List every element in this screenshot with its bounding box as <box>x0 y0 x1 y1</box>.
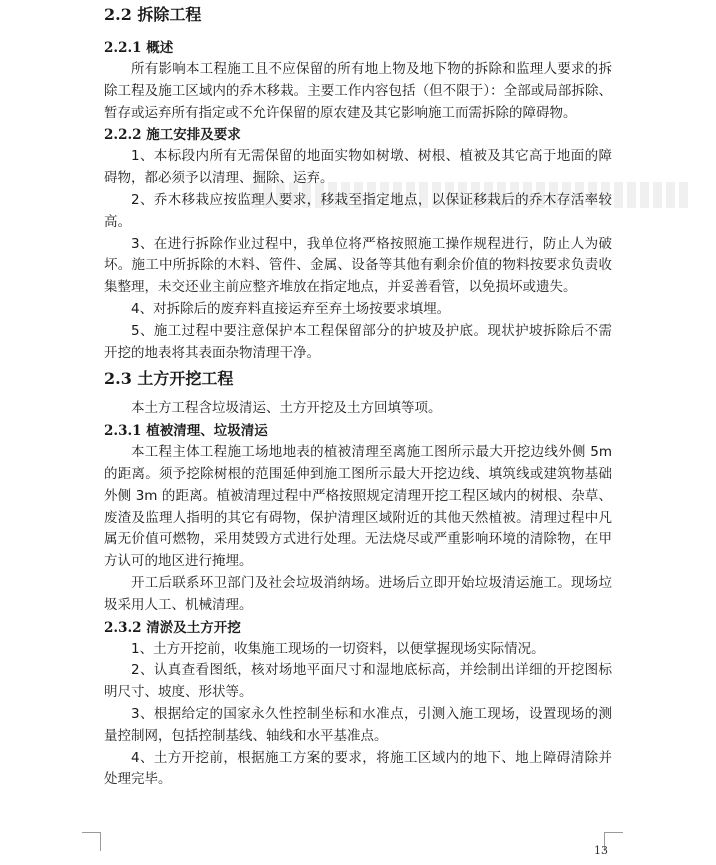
list-item: 2、认真查看图纸，核对场地平面尺寸和湿地底标高，并绘制出详细的开挖图标明尺寸、坡度、形状等。 <box>104 662 612 701</box>
subsection-heading-2-2-2: 2.2.2 施工安排及要求 <box>104 127 241 144</box>
page-content <box>104 2 612 791</box>
paragraph-garbage: 开工后联系环卫部门及社会垃圾消纳场。进场后立即开始垃圾清运施工。现场垃圾采用人工、机械清理。 <box>104 574 612 613</box>
list-item: 4、土方开挖前，根据施工方案的要求，将施工区域内的地下、地上障碍清除并处理完毕。 <box>104 749 612 788</box>
crop-mark-left <box>82 832 101 851</box>
paragraph-overview: 所有影响本工程施工且不应保留的所有地上物及地下物的拆除和监理人要求的拆除工程及施工区域内的乔木移栽。主要工作内容包括（但不限于）：全部或局部拆除、暂存或运弃所有指定或不允许保留的原农建及其它影响施工而需拆除的障碍物。 <box>104 61 612 121</box>
section-heading-2-2: 2.2 拆除工程 <box>104 5 202 24</box>
list-item: 4、对拆除后的废弃料直接运弃至弃土场按要求填埋。 <box>131 300 451 317</box>
list-item: 2、乔木移栽应按监理人要求，移栽至指定地点，以保证移栽后的乔木存活率较高。 <box>104 191 612 230</box>
section-heading-2-3: 2.3 土方开挖工程 <box>104 369 234 389</box>
page-number: 13 <box>594 844 608 857</box>
list-item: 1、土方开挖前，收集施工现场的一切资料，以便掌握现场实际情况。 <box>131 640 545 657</box>
list-item: 1、本标段内所有无需保留的地面实物如树墩、树根、植被及其它高于地面的障碍物，都必须予以清理、掘除、运弃。 <box>104 148 612 187</box>
list-item: 3、根据给定的国家永久性控制坐标和水准点，引测入施工现场，设置现场的测量控制网，包括控制基线、轴线和水平基准点。 <box>104 705 612 744</box>
list-item: 5、施工过程中要注意保护本工程保留部分的护坡及护底。现状护坡拆除后不需开挖的地表将其表面杂物清理干净。 <box>104 322 612 361</box>
list-item: 3、在进行拆除作业过程中，我单位将严格按照施工操作规程进行，防止人为破坏。施工中所拆除的木料、管件、金属、设备等其他有剩余价值的物料按要求负责收集整理，未交还业主前应整齐堆放在指定地点，并妥善看管，以免损坏或遗失。 <box>104 235 612 296</box>
paragraph-intro: 本土方工程含垃圾清运、土方开挖及土方回填等项。 <box>131 400 442 417</box>
subsection-heading-2-3-2: 2.3.2 清淤及土方开挖 <box>104 619 241 636</box>
paragraph-vegetation: 本工程主体工程施工场地地表的植被清理至离施工图所示最大开挖边线外侧 5m 的距离。须予挖除树根的范围延伸到施工图所示最大开挖边线、填筑线或建筑物基础外侧 3m 的距离。植被清理过程中严格按照规定清理开挖工程区域内的树根、杂草、废渣及监理人指明的其它有碍物，保护清理区域附近的其他天然植被。清理过程中凡属无价值可燃物，采用焚毁方式进行处理。无法烧尽或严重影响环境的清除物，在甲方认可的地区进行掩埋。 <box>104 444 612 570</box>
subsection-heading-2-2-1: 2.2.1 概述 <box>104 40 174 56</box>
subsection-heading-2-3-1: 2.3.1 植被清理、垃圾清运 <box>104 423 268 440</box>
